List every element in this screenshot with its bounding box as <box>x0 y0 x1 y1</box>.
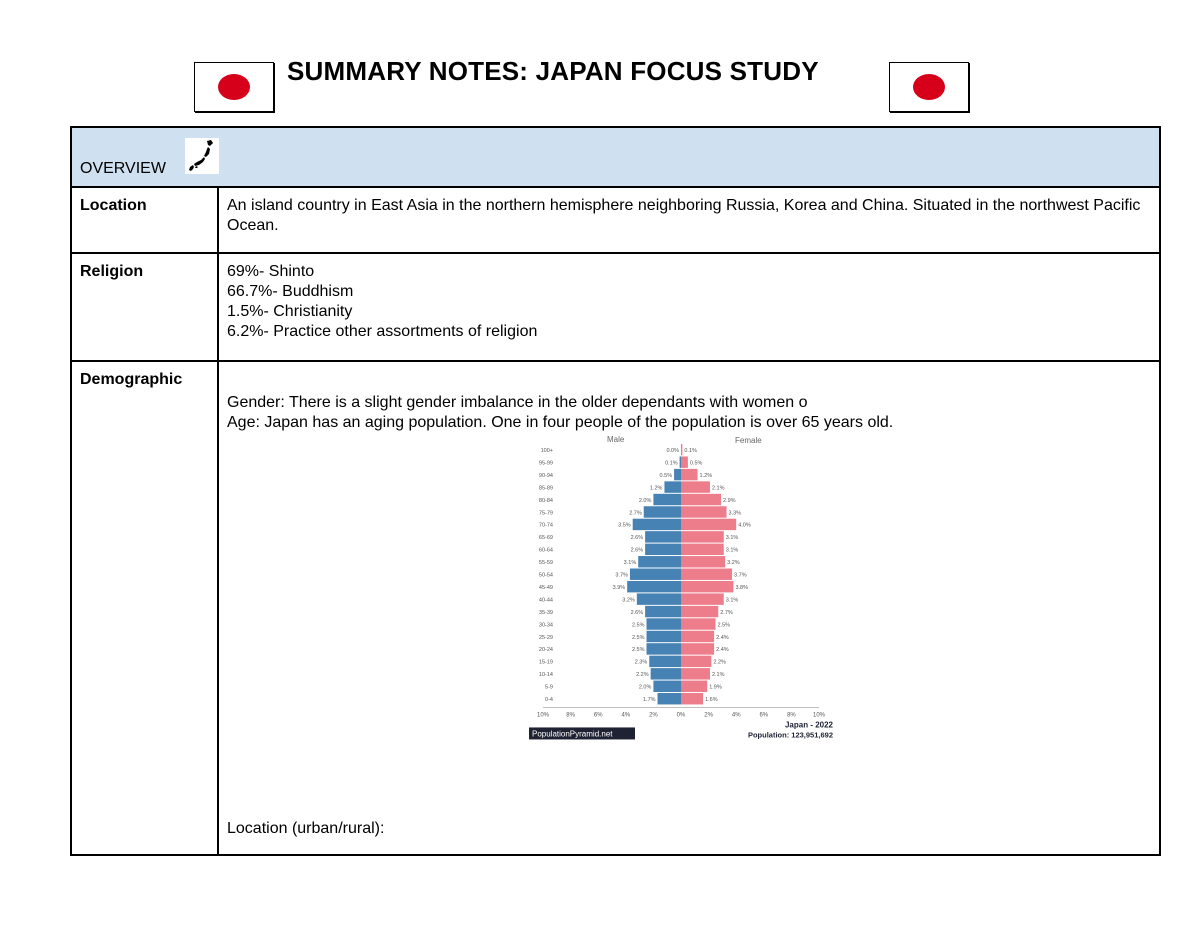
data-label-male: 3.9% <box>612 584 626 591</box>
bar-female <box>681 656 711 667</box>
bar-male <box>649 656 681 667</box>
age-tick-label: 65-69 <box>538 535 553 542</box>
bar-female <box>681 519 736 530</box>
bar-male <box>630 569 681 580</box>
age-tick-label: 60-64 <box>538 547 553 554</box>
data-label-female: 2.2% <box>713 659 726 666</box>
bar-female <box>681 544 724 555</box>
summary-table <box>70 126 1161 856</box>
bar-male <box>633 519 681 530</box>
x-tick-label: 10% <box>536 712 550 719</box>
bar-male <box>647 643 682 654</box>
source-badge: PopulationPyramid.net <box>532 729 613 739</box>
religion-label: Religion <box>71 253 218 361</box>
bar-female <box>681 643 714 654</box>
demographic-label: Demographic <box>71 361 218 855</box>
x-tick-label: 4% <box>731 712 741 719</box>
data-label-male: 2.0% <box>638 684 652 691</box>
data-label-female: 1.6% <box>705 697 718 703</box>
bar-female <box>681 456 688 467</box>
data-label-female: 4.0% <box>738 522 751 529</box>
age-tick-label: 10-14 <box>538 672 553 679</box>
data-label-female: 3.3% <box>728 510 742 517</box>
urban-rural-text: Location (urban/rural): <box>227 820 385 837</box>
flag-red-disc <box>218 74 250 100</box>
age-tick-label: 0-4 <box>545 697 553 703</box>
bar-female <box>681 606 718 617</box>
bar-male <box>651 668 681 679</box>
demographic-cell <box>218 361 1160 855</box>
age-tick-label: 85-89 <box>538 485 553 492</box>
age-text: Age: Japan has an aging population. One in four people of the population is over 65 years old. <box>227 414 894 431</box>
bar-male <box>680 456 681 467</box>
data-label-male: 2.3% <box>634 659 648 666</box>
bar-male <box>645 531 681 542</box>
data-label-female: 2.4% <box>716 634 729 641</box>
legend-female: Female <box>735 436 762 445</box>
data-label-male: 3.5% <box>618 522 631 529</box>
bar-female <box>681 693 703 704</box>
overview-header <box>71 127 1160 187</box>
japan-flag-icon-right <box>889 62 969 112</box>
location-text: An island country in East Asia in the northern hemisphere neighboring Russia, Korea and China. Situated in the northwest Pacific Ocean. <box>218 187 1160 253</box>
age-tick-label: 35-39 <box>538 609 553 616</box>
population-pyramid-chart <box>527 436 847 746</box>
bar-male <box>674 469 681 480</box>
data-label-female: 3.1% <box>725 535 739 542</box>
bar-male <box>664 481 681 492</box>
x-tick-label: 0% <box>676 712 686 719</box>
age-tick-label: 90-94 <box>538 472 553 479</box>
religion-list <box>218 253 1160 361</box>
x-tick-label: 2% <box>704 712 713 719</box>
data-label-male: 0.5% <box>659 472 673 479</box>
data-label-male: 1.2% <box>649 485 663 492</box>
chart-subtitle: Population: 123,951,692 <box>747 730 833 740</box>
x-tick-label: 8% <box>787 712 796 719</box>
data-label-female: 3.1% <box>725 597 739 604</box>
bar-female <box>681 469 698 480</box>
bar-male <box>653 681 681 692</box>
data-label-male: 2.2% <box>636 672 649 679</box>
bar-male <box>644 506 681 517</box>
age-tick-label: 55-59 <box>538 560 553 567</box>
data-label-male: 2.6% <box>630 609 644 616</box>
age-tick-label: 100+ <box>540 448 553 454</box>
x-tick-label: 4% <box>621 712 631 719</box>
bar-female <box>681 681 707 692</box>
data-label-male: 2.6% <box>630 535 644 542</box>
bar-male <box>653 494 681 505</box>
flag-red-disc <box>913 74 945 100</box>
bar-male <box>627 581 681 592</box>
age-tick-label: 5-9 <box>545 684 553 691</box>
bar-female <box>681 618 716 629</box>
bar-female <box>681 506 727 517</box>
bar-female <box>681 593 724 604</box>
x-tick-label: 6% <box>593 712 603 719</box>
data-label-female: 2.7% <box>720 609 733 616</box>
age-tick-label: 50-54 <box>538 572 553 579</box>
bar-female <box>681 481 710 492</box>
data-label-male: 2.5% <box>631 647 645 654</box>
age-tick-label: 75-79 <box>538 510 553 517</box>
data-label-male: 2.5% <box>631 622 645 629</box>
japan-flag-icon-left <box>194 62 274 112</box>
bar-male <box>638 556 681 567</box>
religion-line: 6.2%- Practice other assortments of religion <box>227 323 538 340</box>
data-label-female: 3.7% <box>734 572 747 579</box>
age-tick-label: 80-84 <box>538 497 553 504</box>
bar-female <box>681 444 682 455</box>
age-tick-label: 40-44 <box>538 597 553 604</box>
data-label-female: 0.1% <box>684 448 697 454</box>
japan-map-icon <box>185 138 219 174</box>
data-label-female: 3.1% <box>725 547 739 554</box>
x-tick-label: 2% <box>649 712 658 719</box>
data-label-male: 2.6% <box>630 547 644 554</box>
gender-text: Gender: There is a slight gender imbalance in the older dependants with women o <box>227 394 808 411</box>
data-label-female: 2.5% <box>717 622 731 629</box>
age-tick-label: 95-99 <box>538 460 553 467</box>
data-label-male: 3.2% <box>622 597 635 604</box>
religion-line: 69%- Shinto <box>227 263 315 280</box>
bar-female <box>681 556 725 567</box>
religion-line: 66.7%- Buddhism <box>227 283 354 300</box>
bar-male <box>647 631 682 642</box>
age-tick-label: 30-34 <box>538 622 553 629</box>
data-label-female: 2.1% <box>711 485 725 492</box>
data-label-male: 3.7% <box>615 572 628 579</box>
bar-male <box>647 618 682 629</box>
page-title: SUMMARY NOTES: JAPAN FOCUS STUDY <box>287 56 819 86</box>
bar-female <box>681 494 721 505</box>
data-label-male: 3.1% <box>623 560 637 567</box>
data-label-female: 3.8% <box>735 584 748 591</box>
legend-male: Male <box>607 436 625 444</box>
bar-male <box>645 544 681 555</box>
data-label-male: 2.7% <box>629 510 642 517</box>
data-label-male: 0.0% <box>666 448 679 454</box>
x-tick-label: 10% <box>812 712 826 719</box>
data-label-male: 2.5% <box>631 634 645 641</box>
data-label-female: 1.2% <box>699 472 713 479</box>
age-tick-label: 70-74 <box>538 522 553 529</box>
overview-label: OVERVIEW <box>80 160 166 177</box>
data-label-male: 0.1% <box>665 460 678 467</box>
age-tick-label: 45-49 <box>538 584 553 591</box>
bar-male <box>637 593 681 604</box>
age-tick-label: 25-29 <box>538 634 553 641</box>
x-tick-label: 6% <box>759 712 769 719</box>
data-label-female: 3.2% <box>727 560 740 567</box>
age-tick-label: 15-19 <box>538 659 553 666</box>
bar-female <box>681 531 724 542</box>
chart-title: Japan - 2022 <box>784 720 833 730</box>
bar-female <box>681 631 714 642</box>
data-label-male: 2.0% <box>638 497 652 504</box>
data-label-female: 2.1% <box>711 672 725 679</box>
data-label-female: 0.5% <box>689 460 703 467</box>
data-label-male: 1.7% <box>642 697 656 703</box>
x-tick-label: 8% <box>566 712 575 719</box>
age-tick-label: 20-24 <box>538 647 553 654</box>
bar-female <box>681 569 732 580</box>
bar-female <box>681 668 710 679</box>
data-label-female: 2.4% <box>716 647 729 654</box>
location-label: Location <box>71 187 218 253</box>
religion-line: 1.5%- Christianity <box>227 303 353 320</box>
bar-female <box>681 581 733 592</box>
data-label-female: 1.9% <box>709 684 722 691</box>
data-label-female: 2.9% <box>723 497 736 504</box>
bar-male <box>658 693 681 704</box>
bar-male <box>645 606 681 617</box>
